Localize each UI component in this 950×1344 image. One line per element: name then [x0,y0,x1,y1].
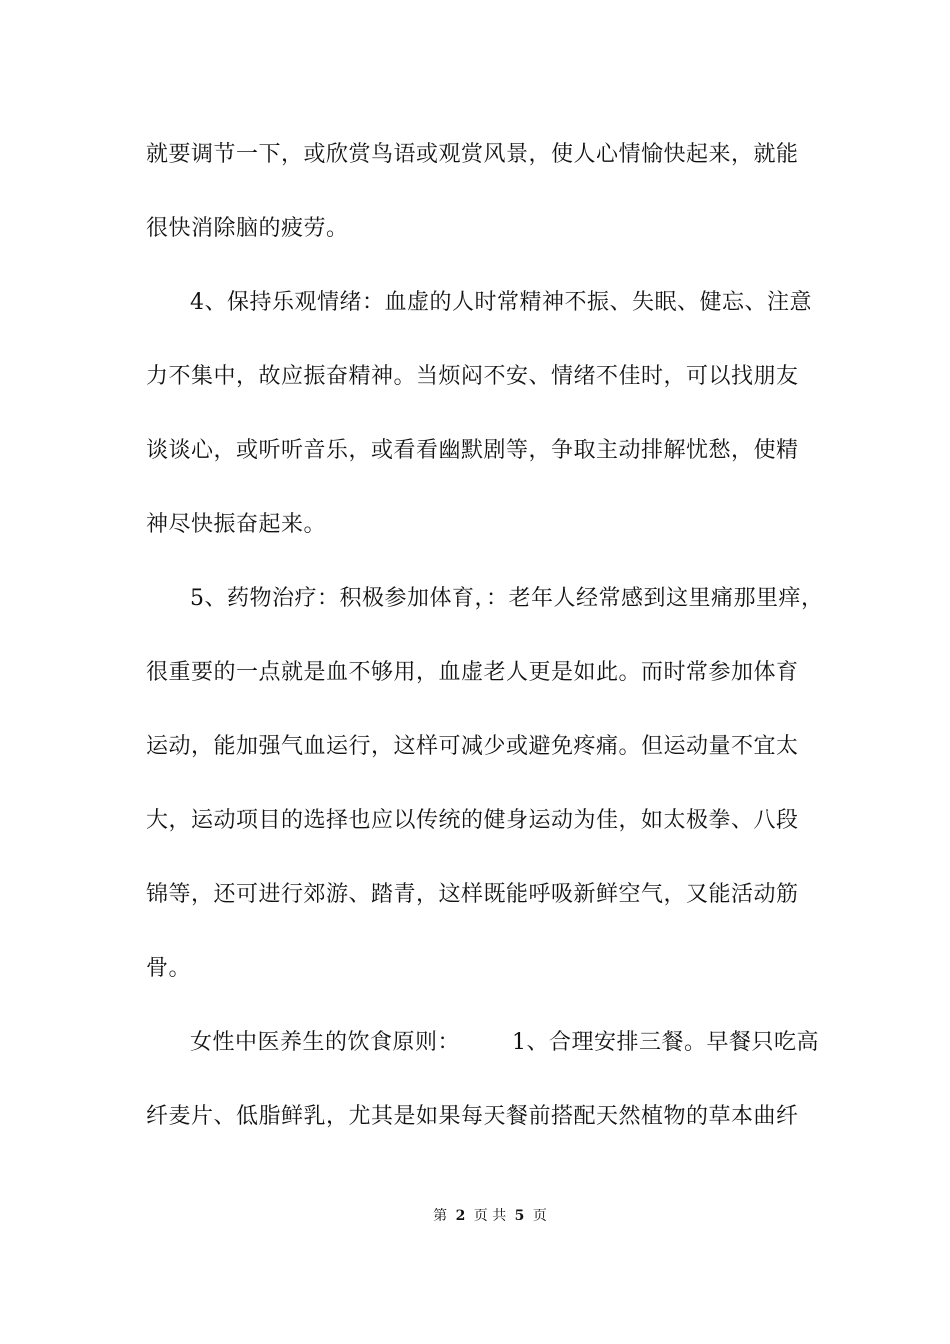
diet-principles-title: 女性中医养生的饮食原则： [190,1030,461,1055]
text-line-12: 骨。 [146,956,192,981]
text-line-1: 就要调节一下，或欣赏鸟语或观赏风景，使人心情愉快起来，就能 [146,142,799,167]
diet-principles-heading-line [190,1028,819,1058]
footer-middle: 页 共 [473,1208,507,1224]
text-line-8: 很重要的一点就是血不够用，血虚老人更是如此。而时常参加体育 [146,660,799,685]
text-line-9: 运动，能加强气血运行，这样可减少或避免疼痛。但运动量不宜太 [146,734,799,759]
total-pages-number: 5 [514,1208,525,1224]
text-line-5: 谈谈心，或听听音乐，或看看幽默剧等，争取主动排解忧愁，使精 [146,438,799,463]
text-line-2: 很快消除脑的疲劳。 [146,216,349,241]
text-line-10: 大，运动项目的选择也应以传统的健身运动为佳，如太极拳、八段 [146,808,799,833]
page-footer [0,1206,950,1226]
footer-prefix: 第 [433,1208,448,1224]
text-line-6: 神尽快振奋起来。 [146,512,327,537]
paragraph-4-heading-line: 4、保持乐观情绪：血虚的人时常精神不振、失眠、健忘、注意 [190,290,812,315]
diet-principle-1-start: 1、合理安排三餐。早餐只吃高 [512,1030,820,1055]
text-line-4: 力不集中，故应振奋精神。当烦闷不安、情绪不佳时，可以找朋友 [146,364,799,389]
paragraph-5-heading-line: 5、药物治疗：积极参加体育，：老年人经常感到这里痛那里痒， [190,586,824,611]
text-line-14: 纤麦片、低脂鲜乳，尤其是如果每天餐前搭配天然植物的草本曲纤 [146,1104,799,1129]
current-page-number: 2 [455,1208,466,1224]
footer-suffix: 页 [532,1208,547,1224]
text-line-11: 锦等，还可进行郊游、踏青，这样既能呼吸新鲜空气，又能活动筋 [146,882,799,907]
